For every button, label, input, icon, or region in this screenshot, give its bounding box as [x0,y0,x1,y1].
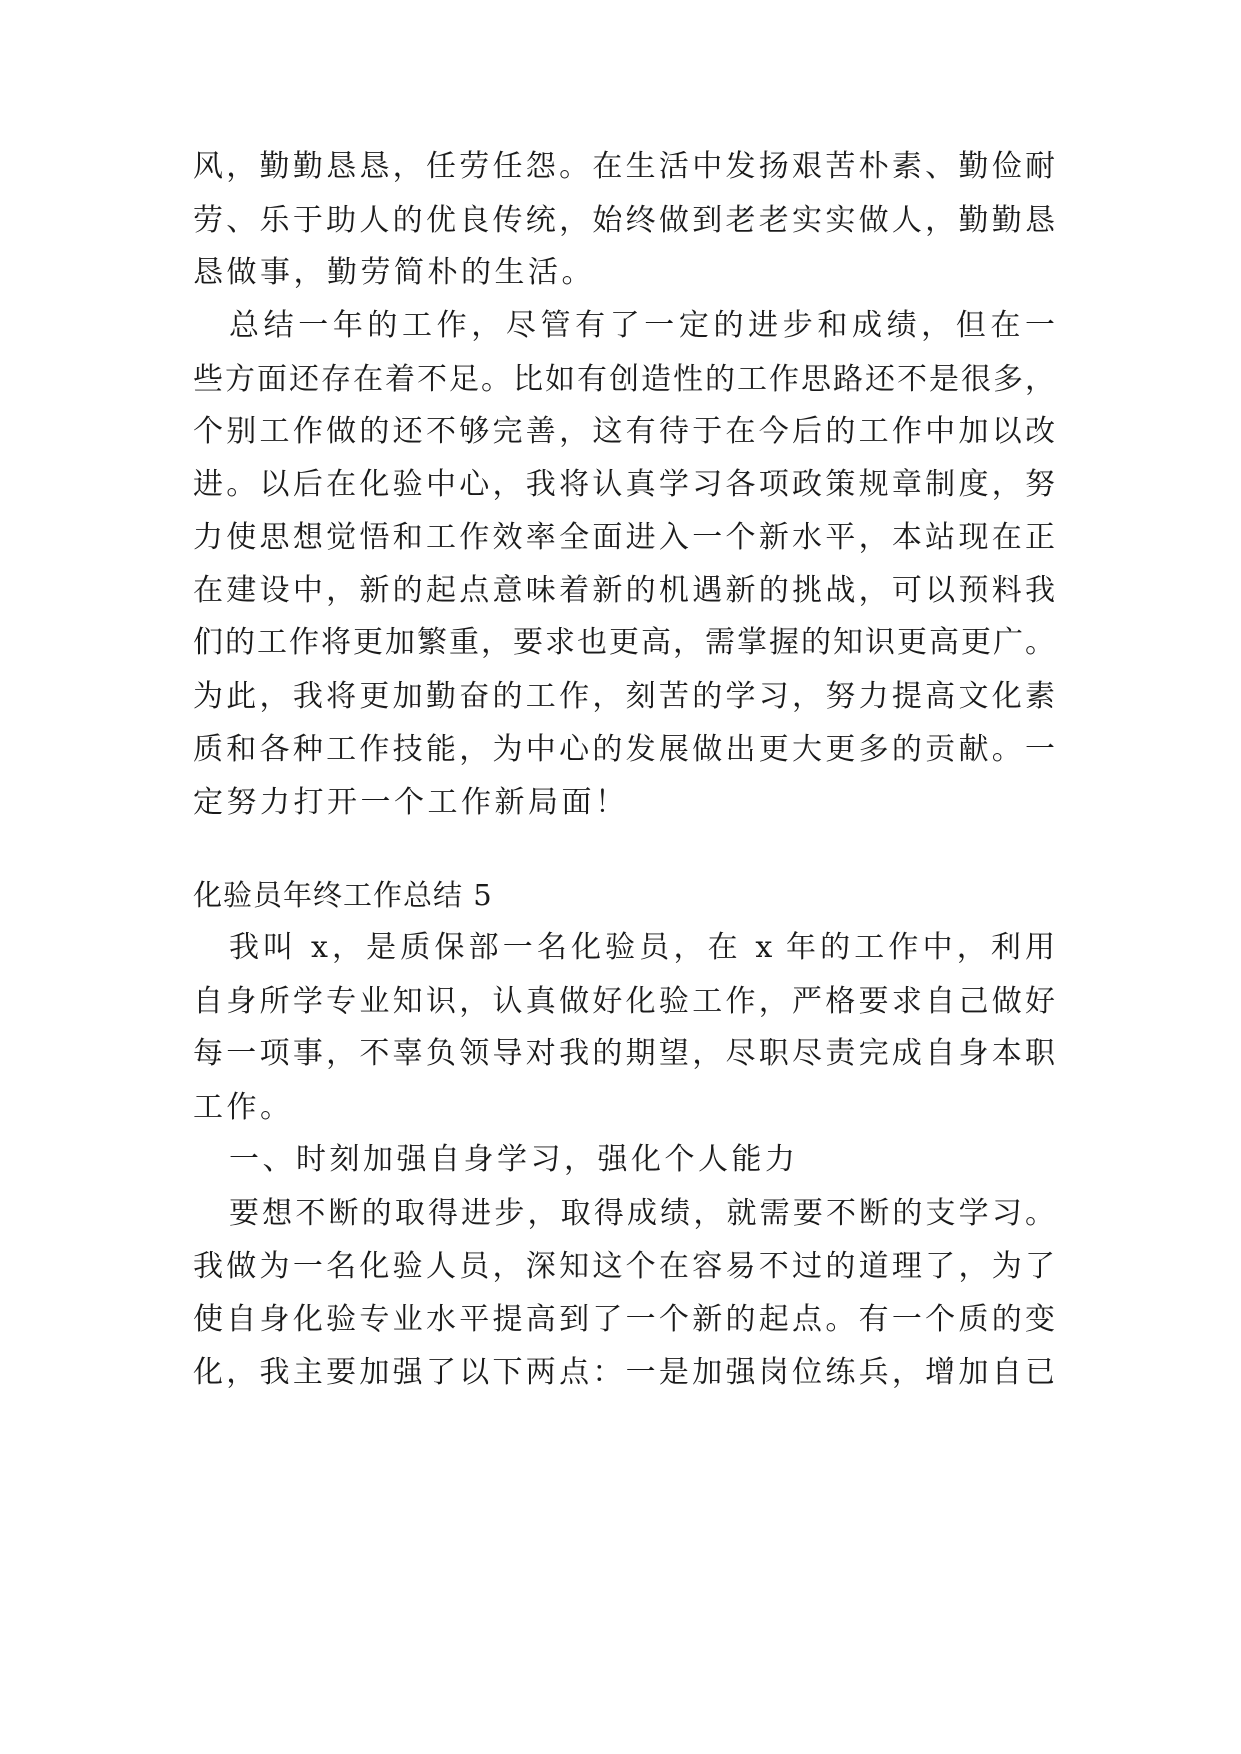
paragraph-line: 自身所学专业知识，认真做好化验工作，严格要求自己做好 [193,984,1055,1019]
paragraph-line: 工作。 [193,1090,294,1125]
paragraph-line: 为此，我将更加勤奋的工作，刻苦的学习，努力提高文化素 [193,679,1055,714]
paragraph-line: 在建设中，新的起点意味着新的机遇新的挑战，可以预料我 [193,573,1055,608]
paragraph-line: 进。以后在化验中心，我将认真学习各项政策规章制度，努 [193,467,1055,502]
paragraph-line: 使自身化验专业水平提高到了一个新的起点。有一个质的变 [193,1302,1055,1337]
paragraph-line: 定努力打开一个工作新局面！ [193,785,629,820]
subheading: 一、时刻加强自身学习，强化个人能力 [229,1142,799,1177]
paragraph-line: 要想不断的取得进步，取得成绩，就需要不断的支学习。 [229,1196,1055,1231]
paragraph-line: 劳、乐于助人的优良传统，始终做到老老实实做人，勤勤恳 [193,203,1055,238]
paragraph-line: 总结一年的工作，尽管有了一定的进步和成绩，但在一 [229,308,1055,343]
paragraph-line: 质和各种工作技能，为中心的发展做出更大更多的贡献。一 [193,732,1055,767]
paragraph-line: 们的工作将更加繁重，要求也更高，需掌握的知识更高更广。 [193,625,1055,660]
paragraph-line: 我叫 x，是质保部一名化验员，在 x 年的工作中，利用 [229,930,1055,965]
paragraph-line: 力使思想觉悟和工作效率全面进入一个新水平，本站现在正 [193,520,1055,555]
paragraph-line: 风，勤勤恳恳，任劳任怨。在生活中发扬艰苦朴素、勤俭耐 [193,149,1055,184]
section-title: 化验员年终工作总结 5 [193,878,493,912]
paragraph-line: 个别工作做的还不够完善，这有待于在今后的工作中加以改 [193,414,1055,449]
paragraph-line: 恳做事，勤劳简朴的生活。 [193,255,595,290]
paragraph-line: 些方面还存在着不足。比如有创造性的工作思路还不是很多， [193,362,1055,397]
paragraph-line: 化，我主要加强了以下两点：一是加强岗位练兵，增加自已 [193,1355,1055,1390]
paragraph-line: 我做为一名化验人员，深知这个在容易不过的道理了，为了 [193,1249,1055,1284]
paragraph-line: 每一项事，不辜负领导对我的期望，尽职尽责完成自身本职 [193,1036,1055,1071]
